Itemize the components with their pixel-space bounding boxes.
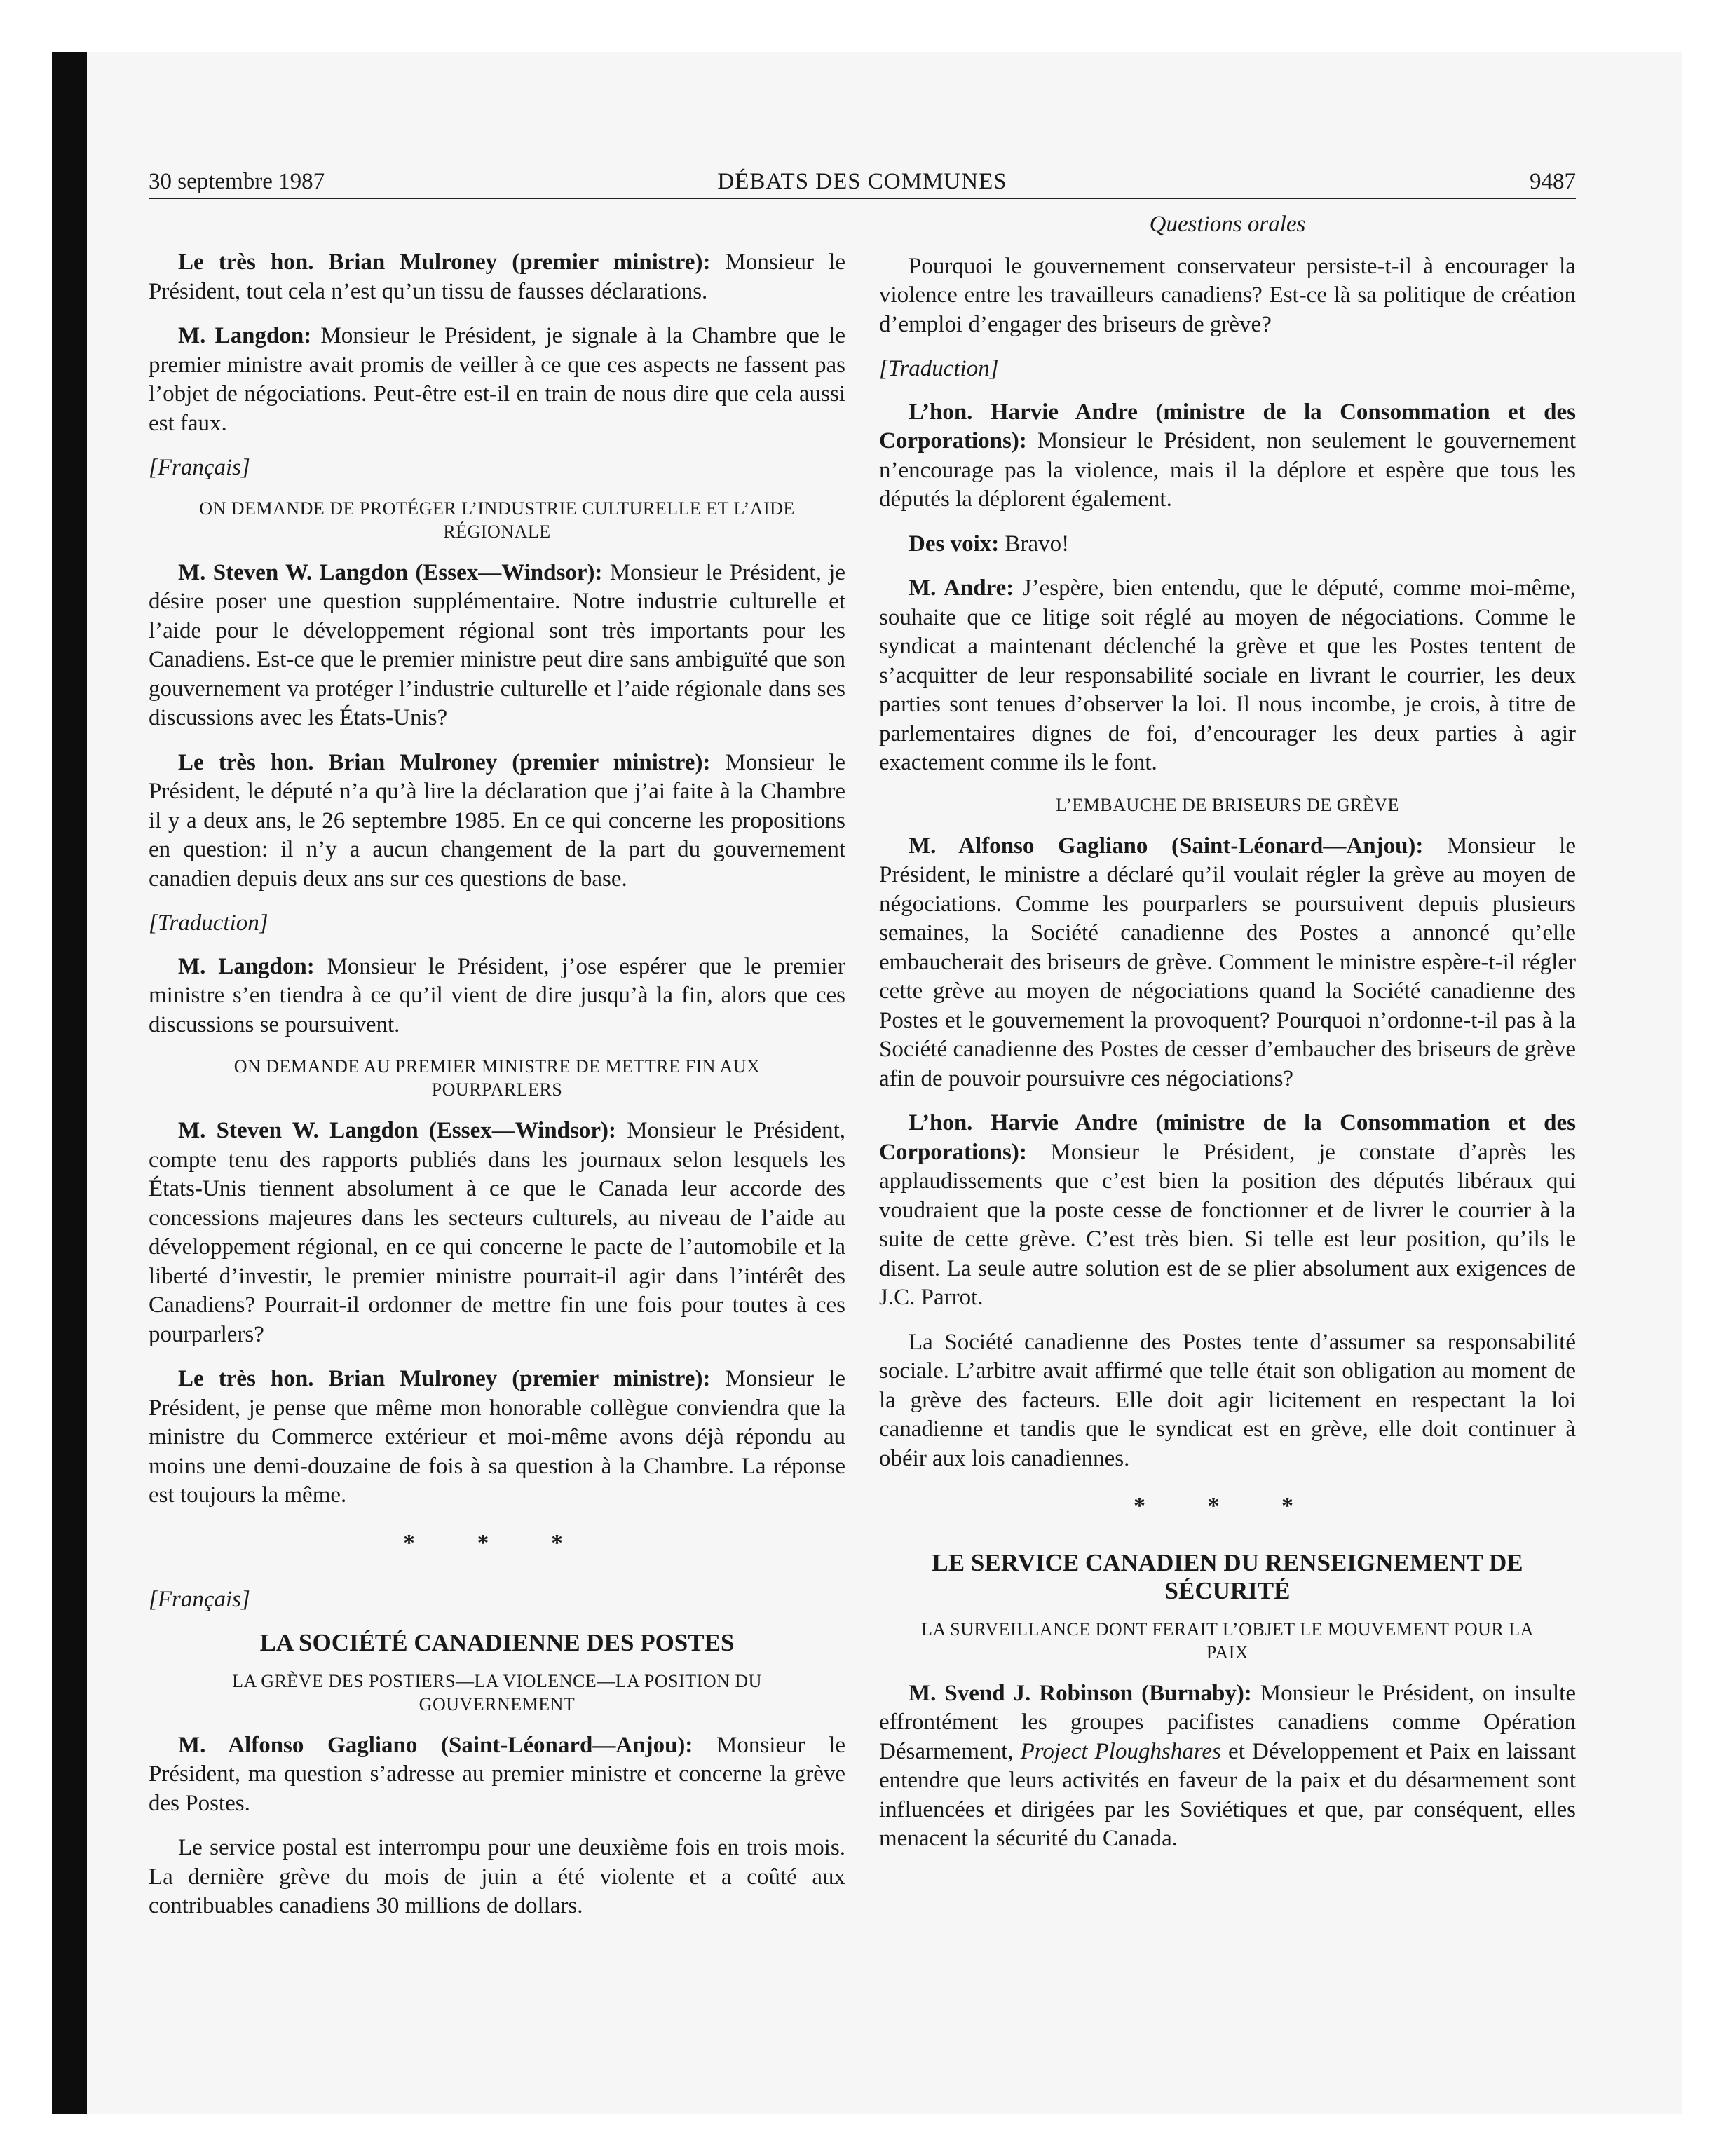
speech-text: Monsieur le Président, je pense que même mon honorable collègue conviendra que la ministre du Commerce extérieur et moi-même avons déjà répondu au moins une demi-douzaine de fois à sa question à la Chambre. La réponse est toujours la même. (149, 1366, 845, 1508)
paragraph (149, 1117, 845, 1349)
speech-text-italic: Project Ploughshares (1020, 1738, 1221, 1764)
header-title: DÉBATS DES COMMUNES (717, 169, 1007, 194)
speaker: L’hon. Harvie Andre (ministre de la Consommation et des Corporations): (879, 399, 1576, 453)
running-head: Questions orales (1149, 212, 1306, 237)
speech-text: Monsieur le Président, je constate d’après les applaudissements que c’est bien la position des députés libéraux qui voudraient que la poste cesse de fonctionner et de livrer le courrier à la suite de cette grève. C’est très bien. Si telle est leur position, qu’ils le disent. La seule autre solution est de se plier absolument aux exigences de J.C. Parrot. (879, 1139, 1576, 1310)
speaker: L’hon. Harvie Andre (ministre de la Consommation et des Corporations): (879, 1110, 1576, 1165)
speaker: M. Steven W. Langdon (Essex—Windsor): (178, 559, 603, 585)
paragraph: La Société canadienne des Postes tente d’assumer sa responsabilité sociale. L’arbitre avait affirmé que telle était son obligation au moment de la grève des facteurs. Elle doit agir licitement en respectant la loi canadienne et tandis que le syndicat est en grève, elle doit continuer à obéir aux lois canadiennes. (879, 1329, 1576, 1471)
section-heading: LE SERVICE CANADIEN DU RENSEIGNEMENT DE SÉCURITÉ (932, 1548, 1523, 1604)
paragraph: Pourquoi le gouvernement conservateur persiste-t-il à encourager la violence entre les travailleurs canadiens? Est-ce là sa politique de création d’emploi d’engager des briseurs de grève? (879, 253, 1576, 337)
language-tag: [Traduction] (879, 356, 999, 381)
subheading: ON DEMANDE DE PROTÉGER L’INDUSTRIE CULTURELLE ET L’AIDE RÉGIONALE (199, 498, 795, 542)
speaker: M. Steven W. Langdon (Essex—Windsor): (178, 1118, 616, 1143)
language-tag: [Français] (149, 1587, 250, 1612)
speech-text: Bravo! (999, 531, 1070, 557)
right-column (879, 210, 1576, 1869)
speaker: M. Langdon: (178, 323, 312, 348)
paragraph (149, 1365, 845, 1510)
subheading: LA SURVEILLANCE DONT FERAIT L’OBJET LE MOUVEMENT POUR LA PAIX (921, 1618, 1534, 1663)
language-tag: [Français] (149, 455, 250, 480)
paragraph (879, 398, 1576, 514)
speech-text: et Développement et Paix en laissant entendre que leurs activités en faveur de la paix et du désarmement sont influencées et dirigées par les Soviétiques et que, par conséquent, elles menacent la sécurité du Canada. (879, 1738, 1576, 1851)
speaker: Le très hon. Brian Mulroney (premier ministre): (178, 250, 711, 275)
paragraph (879, 1679, 1576, 1854)
speech-text: Monsieur le Président, non seulement le gouvernement n’encourage pas la violence, mais il la déplore et espère que tous les députés la déplorent également. (879, 428, 1576, 512)
paragraph (149, 559, 845, 733)
speech-text: Monsieur le Président, le ministre a déclaré qu’il voulait régler la grève au moyen de négociations. Comme les pourparlers se poursuivent depuis plusieurs semaines, la Société canadienne des Postes a annoncé qu’elle embaucherait des briseurs de grève. Comment le ministre espère-t-il régler cette grève au moyen de négociations quand la Société canadienne des Postes et le gouvernement la provoquent? Pourquoi n’ordonne-t-il pas à la Société canadienne des Postes de cesser d’embaucher des briseurs de grève afin de pouvoir poursuivre ces négociations? (879, 833, 1576, 1091)
speaker: M. Langdon: (178, 953, 315, 979)
paragraph (879, 1109, 1576, 1313)
speech-text: Monsieur le Président, le député n’a qu’à lire la déclaration que j’ai faite à la Chambre il y a deux ans, le 26 septembre 1985. En ce qui concerne les propositions en question: il n’y a aucun changement de la part du gouvernement canadien depuis deux ans sur ces questions de base. (149, 749, 845, 892)
speaker: M. Alfonso Gagliano (Saint-Léonard—Anjou): (178, 1732, 693, 1758)
header-date: 30 septembre 1987 (149, 169, 325, 194)
page-number: 9487 (1530, 169, 1576, 194)
subheading: ON DEMANDE AU PREMIER MINISTRE DE METTRE FIN AUX POURPARLERS (233, 1056, 761, 1100)
speaker: Le très hon. Brian Mulroney (premier ministre): (178, 749, 711, 775)
paragraph (879, 832, 1576, 1094)
scan-edge-bar (52, 52, 87, 2114)
paragraph (149, 322, 845, 438)
speaker: M. Alfonso Gagliano (Saint-Léonard—Anjou): (909, 833, 1424, 859)
speaker: M. Svend J. Robinson (Burnaby): (909, 1680, 1252, 1706)
speech-text: Monsieur le Président, je signale à la Chambre que le premier ministre avait promis de veiller à ce que ces aspects ne fassent pas l’objet de négociations. Peut-être est-il en train de nous dire que cela aussi est faux. (149, 323, 845, 436)
speech-text: Monsieur le Président, je désire poser une question supplémentaire. Notre industrie culturelle et l’aide pour le développement régional sont très importants pour les Canadiens. Est-ce que le premier ministre peut dire sans ambiguïté que son gouvernement va protéger l’industrie culturelle et l’aide régionale dans ses discussions avec les États-Unis? (149, 559, 845, 730)
paragraph (879, 574, 1576, 778)
paragraph (879, 530, 1576, 559)
speech-text: Monsieur le Président, compte tenu des rapports publiés dans les journaux selon lesquels les États-Unis tiennent absolument à ce que le Canada leur accorde des concessions majeures dans les secteurs culturels, au niveau de l’aide au développement régional, en ce qui concerne le pacte de l’automobile et la liberté d’investir, le premier ministre pourrait-il agir dans l’intérêt des Canadiens? Pourrait-il ordonner de mettre fin une fois pour toutes à ces pourparlers? (149, 1118, 845, 1347)
speaker: Le très hon. Brian Mulroney (premier ministre): (178, 1366, 711, 1391)
speech-text: Monsieur le Président, tout cela n’est qu’un tissu de fausses déclarations. (149, 250, 845, 304)
section-separator: * * * (1134, 1493, 1321, 1519)
speech-text: J’espère, bien entendu, que le député, comme moi-même, souhaite que ce litige soit réglé au moyen de négociations. Comme le syndicat a maintenant déclenché la grève et que les Postes tentent de s’acquitter de leur responsabilité sociale en livrant le courrier, les deux parties sont tenues d’observer la loi. Il nous incombe, je crois, à titre de parlementaires dignes de foi, d’encourager les deux parties à agir exactement comme ils le font. (879, 575, 1576, 775)
speech-text: Monsieur le Président, j’ose espérer que le premier ministre s’en tiendra à ce qu’il vient de dire jusqu’à la fin, alors que ces discussions se poursuivent. (149, 953, 845, 1037)
language-tag: [Traduction] (149, 910, 268, 936)
speaker: M. Andre: (909, 575, 1014, 601)
subheading: LA GRÈVE DES POSTIERS—LA VIOLENCE—LA POSITION DU GOUVERNEMENT (232, 1670, 762, 1714)
speech-text: Monsieur le Président, ma question s’adresse au premier ministre et concerne la grève des Postes. (149, 1732, 845, 1816)
section-separator: * * * (403, 1529, 591, 1556)
subheading: L’EMBAUCHE DE BRISEURS DE GRÈVE (1056, 794, 1399, 815)
page-header (149, 161, 1576, 199)
speech-text: Monsieur le Président, on insulte effrontément les groupes pacifistes canadiens comme Opération Désarmement, (879, 1680, 1576, 1764)
section-heading: LA SOCIÉTÉ CANADIENNE DES POSTES (259, 1628, 735, 1656)
paragraph (149, 248, 845, 306)
left-column (149, 248, 845, 1937)
speaker: Des voix: (909, 531, 1000, 557)
paragraph (149, 1731, 845, 1819)
paragraph (149, 953, 845, 1040)
paragraph: Le service postal est interrompu pour une deuxième fois en trois mois. La dernière grève du mois de juin a été violente et a coûté aux contribuables canadiens 30 millions de dollars. (149, 1835, 845, 1918)
paragraph (149, 749, 845, 894)
